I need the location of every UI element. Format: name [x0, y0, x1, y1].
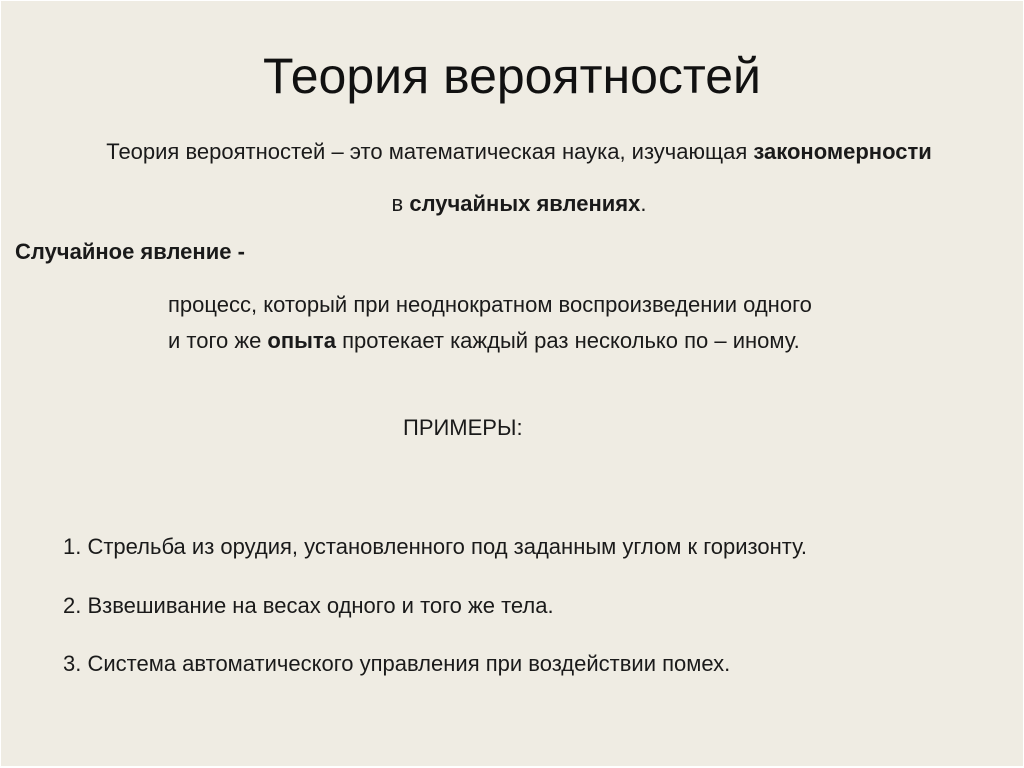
process-line-2	[168, 323, 812, 359]
definition-text: Теория вероятностей – это математическая наука, изучающая	[106, 139, 754, 164]
example-item: 2. Взвешивание на весах одного и того же тела.	[63, 593, 554, 618]
example-item: 3. Система автоматического управления при воздействии помех.	[63, 651, 731, 676]
process-line-1: процесс, который при неоднократном воспроизведении одного	[168, 292, 812, 317]
process-description	[168, 287, 812, 359]
definition-text-2: в	[391, 191, 410, 216]
definition-period: .	[640, 191, 647, 216]
slide	[1, 1, 1023, 766]
definition-line-1	[1, 139, 1024, 165]
examples-heading: ПРИМЕРЫ:	[403, 415, 523, 440]
process-text-end: протекает каждый раз несколько по – иному.	[335, 328, 800, 353]
process-text: и того же	[168, 328, 268, 353]
definition-line-2	[1, 191, 1024, 217]
process-bold-word: опыта	[267, 328, 336, 353]
random-phenomenon-term: Случайное явление -	[15, 239, 245, 264]
example-item: 1. Стрельба из орудия, установленного под заданным углом к горизонту.	[63, 534, 807, 559]
definition-bold-phrase: случайных явлениях	[409, 191, 641, 216]
slide-title: Теория вероятностей	[263, 48, 761, 104]
definition-bold-term: закономерности	[753, 139, 932, 164]
